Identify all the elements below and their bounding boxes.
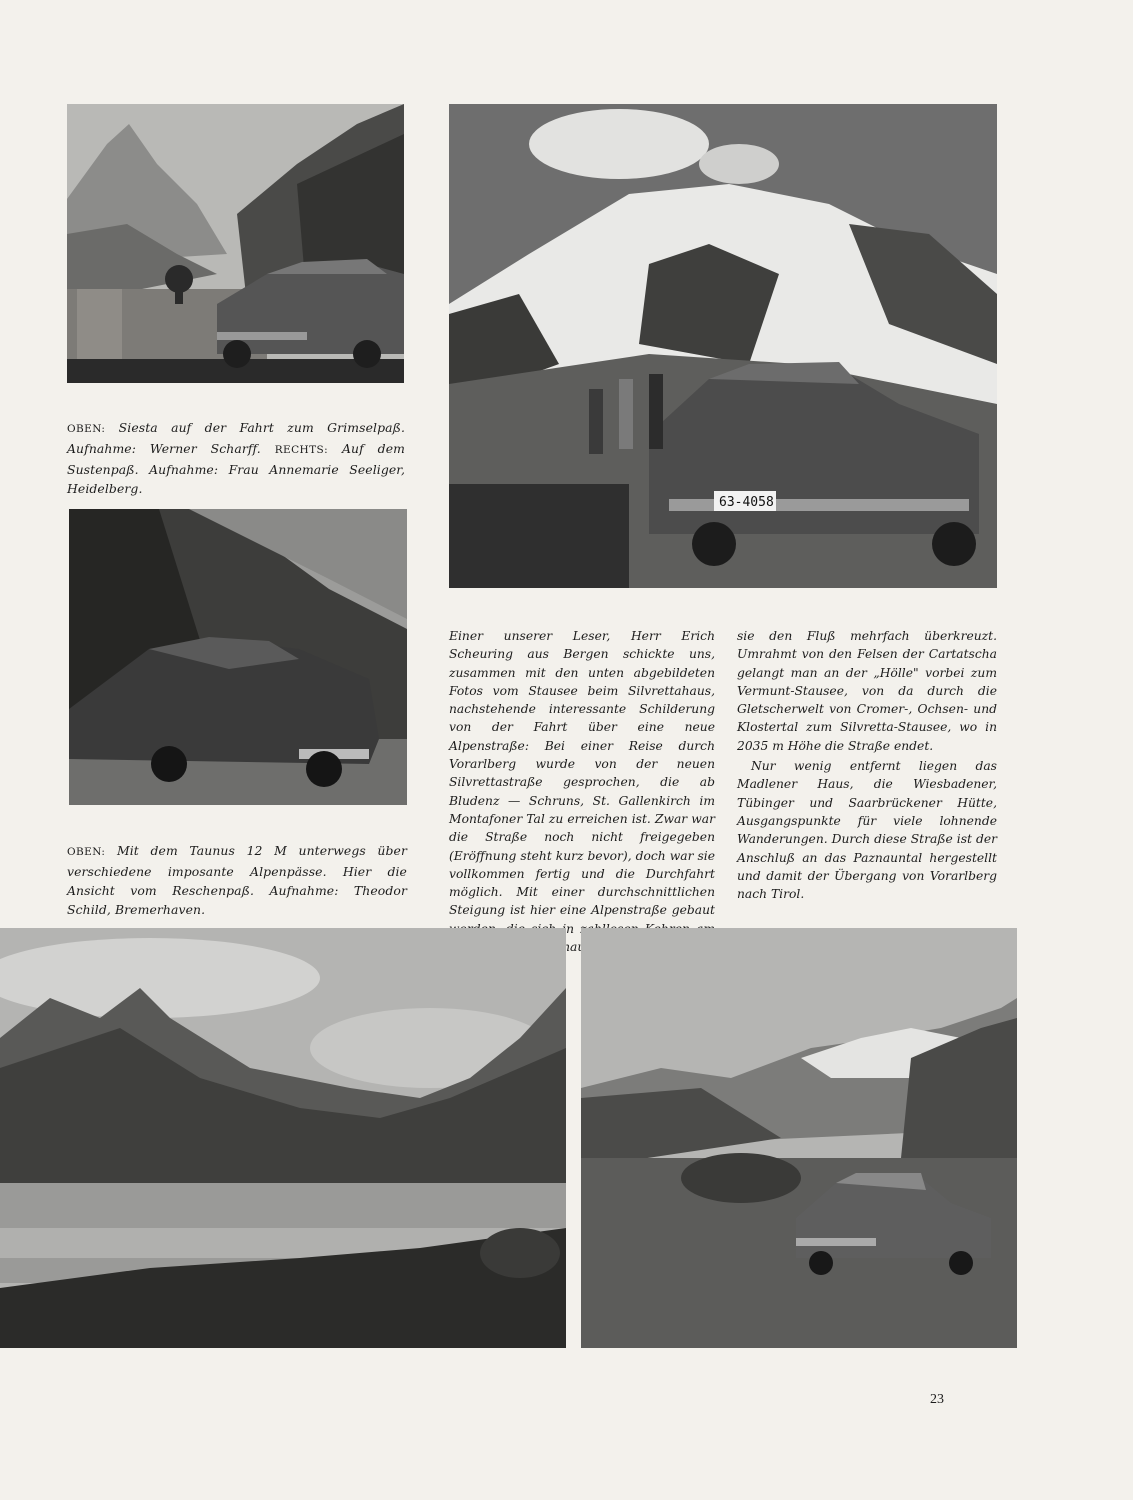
article-col2-para1: sie den Fluß mehrfach überkreuzt. Umrahmt von den Felsen der Cartatscha gelangt man an der „Hölle" vorbei zum Vermunt-Stausee, von da durch die Gletscherwelt von Cromer-, Ochsen- und Klostertal zum Silvretta-Stausee, wo in 2035 m Höhe die Straße endet. [737,629,997,753]
caption-middle-label: OBEN: [67,846,106,858]
caption-top-label1: OBEN: [67,423,106,435]
article-col1-text: Einer unserer Leser, Herr Erich Scheuring aus Bergen schickte uns, zusammen mit den unten abgebildeten Fotos vom Stausee beim Silvrettahaus, nachstehende interessante Schilderung von der Fahrt über eine neue Alpenstraße: Bei einer Reise durch Vorarlberg wurde von der neuen Silvrettastraße gesprochen, die ab Bludenz — Schruns, St. Gallenkirch im Montafoner Tal zu erreichen ist. Zwar war die Straße noch nicht freigegeben (Eröffnung steht kurz bevor), doch war sie vollkommen fertig und die Durchfahrt möglich. Mit einer durchschnittlichen Steigung ist hier eine Alpenstraße gebaut in [449,629,715,936]
photo-silvretta-car [581,928,1017,1348]
caption-middle-text: Mit dem Taunus 12 M unterwegs über verschiedene imposante Alpenpässe. Hier die Ansicht vom Reschenpaß. Aufnahme: Theodor Schild, Bremerhaven. [67,843,407,917]
caption-top-text1: Siesta auf der Fahrt zum Grimselpaß. Aufnahme: Werner Scharff. [67,420,405,456]
caption-middle [67,841,407,919]
photo-grimselpass [67,104,404,383]
caption-top [67,418,405,498]
license-plate: 63-4058 [719,495,774,510]
article-column-2 [737,627,997,903]
article-col2-para2: Nur wenig entfernt liegen das Madlener Haus, die Wiesbadener, Tübinger und Saarbrückener Hütte, Ausgangspunkte für viele lohnende Wanderungen. Durch diese Straße ist der Anschluß an das Paznauntal hergestellt und damit der Übergang von Vorarlberg nach Tirol. [737,759,997,902]
caption-top-text2: Auf dem Sustenpaß. Aufnahme: Frau Annemarie Seeliger, Heidelberg. [67,441,405,496]
photo-silvretta-lake [0,928,566,1348]
article-column-1 [449,627,715,956]
photo-reschenpass [69,509,407,805]
photo-sustenpass [449,104,997,588]
page-number: 23 [930,1392,944,1407]
caption-top-label2: RECHTS: [274,444,329,456]
